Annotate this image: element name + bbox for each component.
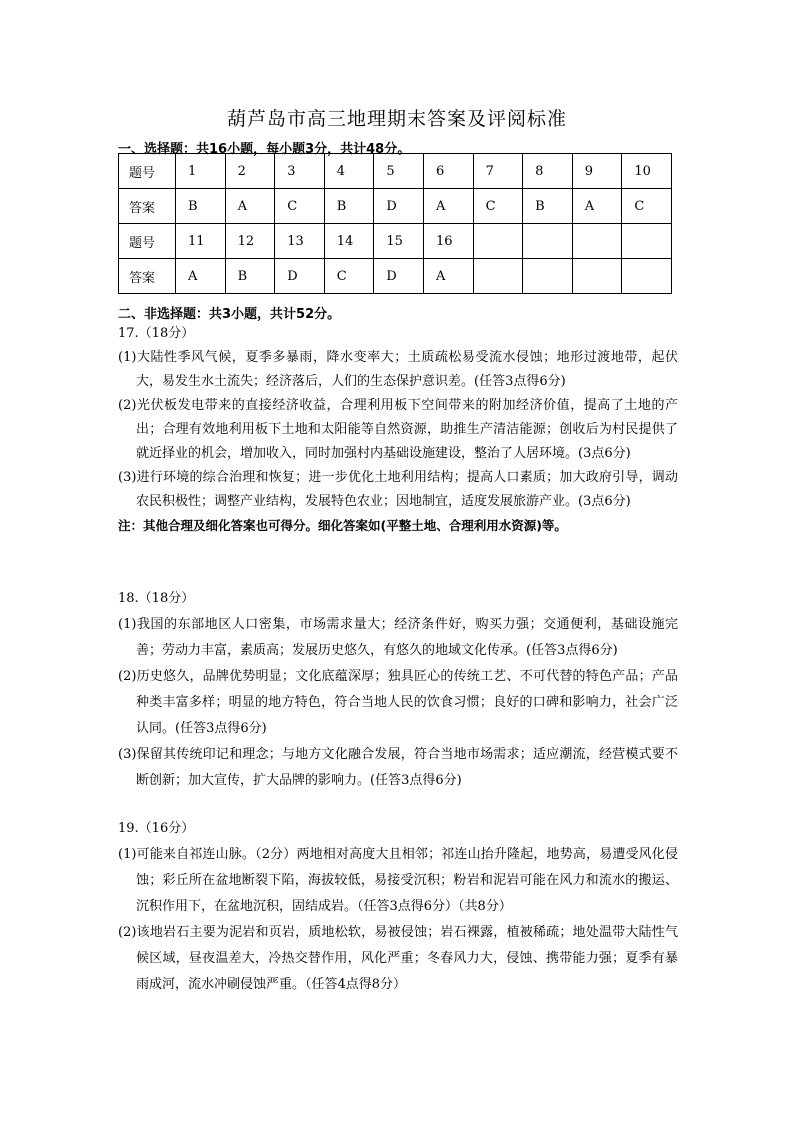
- q17-item-3: (3)进行环境的综合治理和恢复；进一步优化土地利用结构；提高人口素质；加大政府引导，调动农民积极性；调整产业结构，发展特色农业；因地制宜，适度发展旅游产业。(3点6分): [118, 470, 678, 509]
- table-cell: C: [622, 189, 672, 224]
- q18-item-1: (1)我国的东部地区人口密集，市场需求量大；经济条件好，购买力强；交通便利，基础设施完善；劳动力丰富，素质高；发展历史悠久，有悠久的地域文化传承。(任答3点得6分): [118, 617, 678, 658]
- table-cell: 10: [622, 154, 672, 189]
- table-cell: 14: [324, 224, 374, 259]
- table-cell: 5: [374, 154, 424, 189]
- q19-item-1: (1)可能来自祁连山脉。（2分）两地相对高度大且相邻；祁连山抬升隆起，地势高，易遭受风化侵蚀；彩丘所在盆地断裂下陷，海拔较低，易接受沉积；粉岩和泥岩可能在风力和流水的搬运、沉积作用下，在盆地沉积，固结成岩。（任答3点得6分）（共8分）: [118, 847, 678, 914]
- table-row: [119, 189, 672, 224]
- q18-item-3: (3)保留其传统印记和理念；与地方文化融合发展，符合当地市场需求；适应潮流，经营模式要不断创新；加大宣传，扩大品牌的影响力。(任答3点得6分): [118, 747, 678, 788]
- table-cell: 9: [572, 154, 622, 189]
- question-19: [118, 816, 678, 998]
- table-row: [119, 259, 672, 294]
- table-cell: C: [324, 259, 374, 294]
- row-label: 题号: [119, 154, 176, 189]
- table-cell: 8: [523, 154, 573, 189]
- page-title: 葫芦岛市高三地理期末答案及评阅标准: [226, 108, 567, 130]
- q18-item-2: (2)历史悠久，品牌优势明显；文化底蕴深厚；独具匠心的传统工艺、不可代替的特色产品；产品种类丰富多样；明显的地方特色，符合当地人民的饮食习惯；良好的口碑和影响力，社会广泛认同。(任答3点得6分): [118, 669, 678, 736]
- table-cell: B: [225, 259, 275, 294]
- table-cell: A: [423, 259, 473, 294]
- q18-title: 18.（18分）: [118, 591, 195, 606]
- table-cell: 6: [423, 154, 473, 189]
- table-cell: [473, 259, 523, 294]
- q17-note: 注：其他合理及细化答案也可得分。细化答案如(平整土地、合理利用水资源)等。: [118, 518, 567, 533]
- table-cell: B: [176, 189, 226, 224]
- table-cell: 1: [176, 154, 226, 189]
- table-cell: [622, 259, 672, 294]
- q19-title: 19.（16分）: [118, 821, 195, 836]
- table-cell: D: [374, 259, 424, 294]
- table-cell: [523, 224, 573, 259]
- q17-item-2: (2)光伏板发电带来的直接经济收益，合理利用板下空间带来的附加经济价值，提高了土地的产出；合理有效地利用板下土地和太阳能等自然资源，助推生产清洁能源；创收后为村民提供了就近择业的机会，增加收入，同时加强村内基础设施建设，整治了人居环境。(3点6分): [118, 398, 678, 461]
- table-cell: [572, 259, 622, 294]
- section2-heading: 二、非选择题：共3小题，共计52分。: [118, 307, 341, 322]
- table-cell: [622, 224, 672, 259]
- table-cell: 12: [225, 224, 275, 259]
- q19-item-2: (2)该地岩石主要为泥岩和页岩，质地松软，易被侵蚀；岩石裸露，植被稀疏；地处温带大陆性气候区域，昼夜温差大，冷热交替作用，风化严重；冬春风力大，侵蚀、携带能力强；夏季有暴雨成河，流水冲刷侵蚀严重。（任答4点得8分）: [118, 925, 678, 992]
- answer-table: [118, 153, 672, 294]
- table-cell: 4: [324, 154, 374, 189]
- row-label: 答案: [119, 189, 176, 224]
- table-cell: 13: [275, 224, 325, 259]
- table-cell: 7: [473, 154, 523, 189]
- table-cell: A: [225, 189, 275, 224]
- row-label: 答案: [119, 259, 176, 294]
- table-cell: 11: [176, 224, 226, 259]
- table-cell: 2: [225, 154, 275, 189]
- table-cell: A: [176, 259, 226, 294]
- table-cell: 15: [374, 224, 424, 259]
- row-label: 题号: [119, 224, 176, 259]
- table-cell: C: [473, 189, 523, 224]
- table-cell: B: [523, 189, 573, 224]
- table-cell: D: [275, 259, 325, 294]
- section1-heading: 一、选择题：共16小题，每小题3分，共计48分。: [118, 142, 411, 157]
- table-cell: A: [572, 189, 622, 224]
- question-18: [118, 586, 678, 794]
- table-cell: C: [275, 189, 325, 224]
- q17-title: 17.（18分）: [118, 326, 195, 341]
- table-cell: A: [423, 189, 473, 224]
- table-row: [119, 224, 672, 259]
- q17-item-1: (1)大陆性季风气候，夏季多暴雨，降水变率大；土质疏松易受流水侵蚀；地形过渡地带，起伏大，易发生水土流失；经济落后，人们的生态保护意识差。(任答3点得6分): [118, 350, 678, 389]
- table-cell: 16: [423, 224, 473, 259]
- table-cell: [572, 224, 622, 259]
- table-cell: D: [374, 189, 424, 224]
- table-cell: 3: [275, 154, 325, 189]
- question-17: [118, 322, 678, 538]
- table-cell: B: [324, 189, 374, 224]
- table-row: [119, 154, 672, 189]
- table-cell: [473, 224, 523, 259]
- table-cell: [523, 259, 573, 294]
